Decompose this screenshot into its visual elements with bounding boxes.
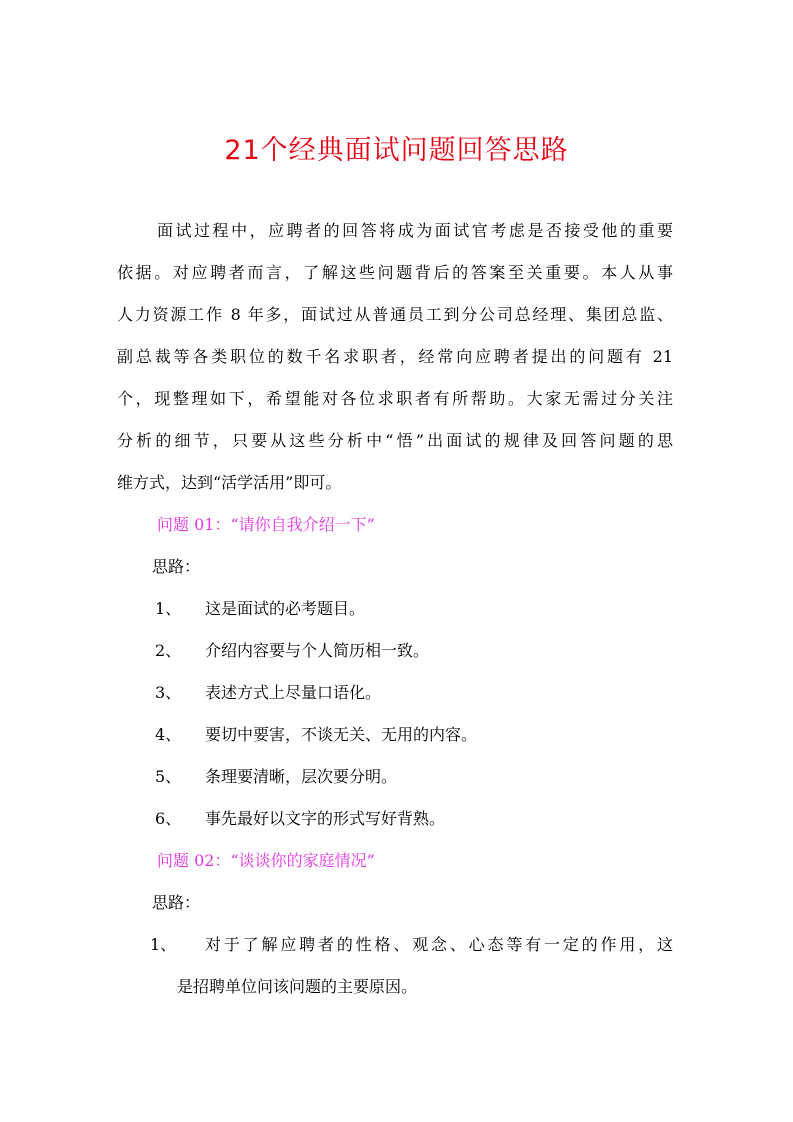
item-number: 2、 — [155, 641, 182, 660]
list-item — [0, 714, 793, 756]
list-item — [0, 924, 793, 966]
intro-line: 维方式，达到“活学活用”即可。 — [117, 473, 342, 492]
item-text: 介绍内容要与个人简历相一致。 — [205, 641, 430, 660]
item-number: 1、 — [150, 935, 177, 954]
item-text: 对于了解应聘者的性格、观念、心态等有一定的作用，这 — [205, 935, 673, 954]
item-text: 条理要清晰，层次要分明。 — [205, 767, 398, 786]
item-text: 事先最好以文字的形式写好背熟。 — [205, 809, 446, 828]
document-body — [0, 210, 793, 1008]
intro-line: 人力资源工作 8 年多，面试过从普通员工到分公司总经理、集团总监、 — [117, 305, 673, 324]
list-item — [0, 672, 793, 714]
approach-label: 思路： — [152, 557, 201, 576]
item-text: 表述方式上尽量口语化。 — [205, 683, 382, 702]
list-item — [0, 630, 793, 672]
item-number: 5、 — [155, 767, 182, 786]
item-number: 3、 — [155, 683, 182, 702]
item-number: 6、 — [155, 809, 182, 828]
document-title: 21个经典面试问题回答思路 — [224, 135, 569, 166]
item-number: 1、 — [155, 599, 182, 618]
list-item — [0, 798, 793, 840]
list-item — [0, 756, 793, 798]
intro-line: 副总裁等各类职位的数千名求职者，经常向应聘者提出的问题有 21 — [117, 347, 673, 366]
item-text: 要切中要害，不谈无关、无用的内容。 — [205, 725, 478, 744]
question-heading: 问题 01：“请你自我介绍一下” — [157, 515, 375, 534]
question-heading: 问题 02：“谈谈你的家庭情况” — [157, 851, 375, 870]
intro-line: 分析的细节，只要从这些分析中“悟”出面试的规律及回答问题的思 — [117, 431, 673, 450]
item-continuation: 是招聘单位问该问题的主要原因。 — [177, 977, 418, 996]
intro-line: 依据。对应聘者而言，了解这些问题背后的答案至关重要。本人从事 — [117, 263, 673, 282]
list-item — [0, 588, 793, 630]
item-text: 这是面试的必考题目。 — [205, 599, 366, 618]
intro-line: 个，现整理如下，希望能对各位求职者有所帮助。大家无需过分关注 — [117, 389, 673, 408]
item-number: 4、 — [155, 725, 182, 744]
approach-label: 思路： — [152, 893, 201, 912]
intro-line: 面试过程中，应聘者的回答将成为面试官考虑是否接受他的重要 — [157, 221, 673, 240]
